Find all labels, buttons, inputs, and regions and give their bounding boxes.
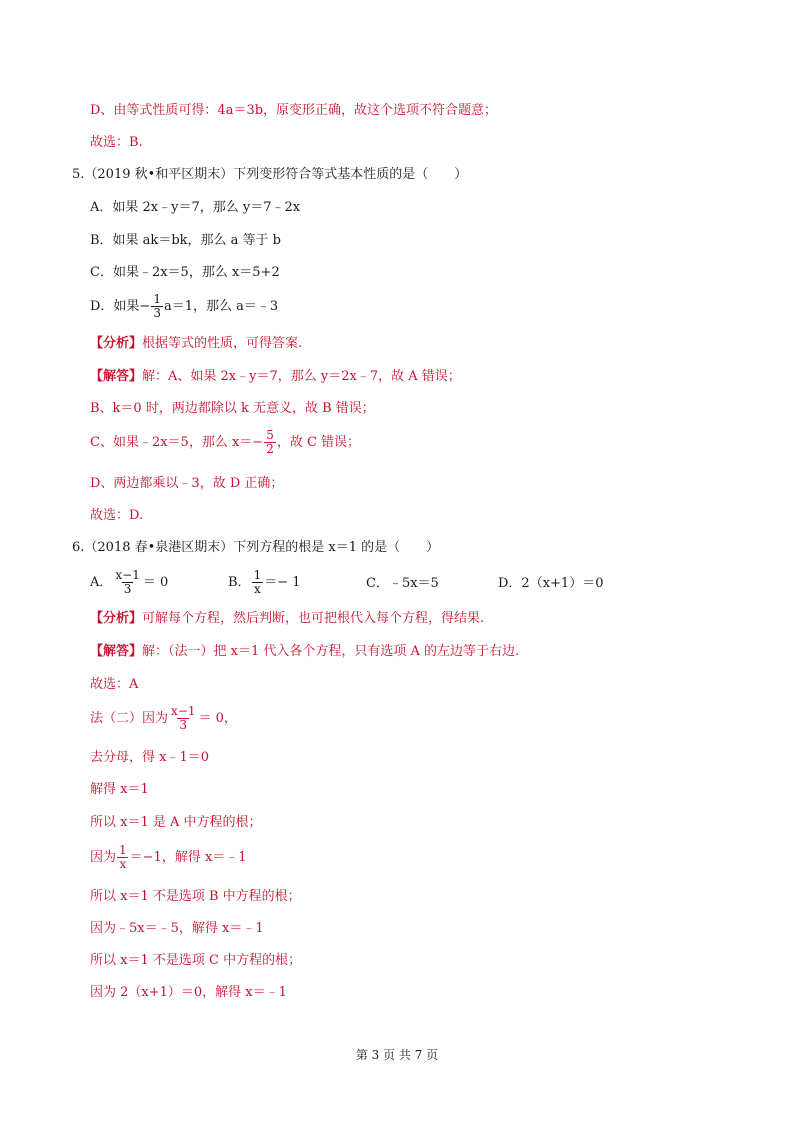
q5-answer: 故选：D. bbox=[90, 508, 144, 523]
fraction-five-halves: $\frac{5}{2}$ bbox=[266, 428, 274, 456]
q5-title: 5.（2019 秋•和平区期末）下列变形符合等式基本性质的是（ ） bbox=[72, 167, 468, 182]
q6-option-c: C．﹣5x＝5 bbox=[366, 576, 439, 591]
fraction-x-minus-1-over-3: $\frac{x-1}{3}$ bbox=[115, 568, 140, 596]
q6-option-a-rhs: ＝ 0 bbox=[142, 575, 169, 590]
q5-solution-d: D、两边都乘以﹣3，故 D 正确； bbox=[90, 476, 284, 491]
q6-answer: 故选：A bbox=[90, 677, 139, 692]
q6-option-b-label: B． bbox=[228, 575, 251, 590]
q6-method2-line1 bbox=[90, 704, 237, 734]
q5-solution-c bbox=[90, 428, 360, 458]
q5-option-d-prefix: D．如果− bbox=[90, 299, 151, 314]
page-footer: 第 3 页 共 7 页 bbox=[355, 1048, 439, 1062]
q6-method2-line4: 所以 x＝1 是 A 中方程的根； bbox=[90, 815, 262, 830]
q5-solution-c-prefix: C、如果﹣2x＝5，那么 x＝− bbox=[90, 435, 264, 450]
q5-option-d-suffix: a＝1，那么 a＝﹣3 bbox=[163, 299, 279, 314]
q6-method2-line2: 去分母，得 x﹣1＝0 bbox=[90, 750, 210, 765]
fraction-1-over-x: $\frac{1}{x}$ bbox=[253, 568, 262, 596]
fraction-1-over-x: $\frac{1}{x}$ bbox=[119, 843, 127, 871]
method2-line5-prefix: 因为 bbox=[90, 850, 117, 865]
method2-line5-suffix: ＝−1，解得 x＝﹣1 bbox=[129, 850, 247, 865]
q5-solution-b: B、k＝0 时，两边都除以 k 无意义，故 B 错误； bbox=[90, 401, 375, 416]
q6-title: 6.（2018 春•泉港区期末）下列方程的根是 x＝1 的是（ ） bbox=[72, 540, 440, 555]
method2-prefix: 法（二）因为 bbox=[90, 711, 169, 726]
solution-tag: 【解答】 bbox=[90, 644, 143, 659]
q6-solution bbox=[90, 644, 519, 660]
prev-answer: 故选：B. bbox=[90, 135, 143, 150]
q6-option-b-rhs: ＝− 1 bbox=[264, 575, 301, 590]
solution-tag: 【解答】 bbox=[90, 369, 143, 384]
q6-analysis-text: 可解每个方程，然后判断，也可把根代入每个方程，得结果. bbox=[142, 611, 485, 626]
q5-option-c: C．如果﹣2x＝5，那么 x＝5+2 bbox=[90, 265, 280, 280]
q6-method2-line3: 解得 x＝1 bbox=[90, 782, 149, 797]
q6-method2-line8: 所以 x＝1 不是选项 C 中方程的根； bbox=[90, 953, 302, 968]
q5-analysis bbox=[90, 336, 302, 352]
q6-option-a-label: A． bbox=[90, 575, 113, 590]
analysis-tag: 【分析】 bbox=[90, 336, 143, 351]
fraction-one-third: $\frac{1}{3}$ bbox=[153, 292, 161, 320]
q5-option-d bbox=[90, 292, 278, 322]
q5-option-b: B．如果 ak＝bk，那么 a 等于 b bbox=[90, 233, 281, 248]
q6-solution-text: 解：（法一）把 x＝1 代入各个方程，只有选项 A 的左边等于右边. bbox=[142, 644, 520, 659]
analysis-tag: 【分析】 bbox=[90, 611, 143, 626]
q5-solution-c-suffix: ，故 C 错误； bbox=[276, 435, 361, 450]
method2-suffix: ＝ 0， bbox=[198, 711, 237, 726]
q6-method2-line5 bbox=[90, 843, 247, 873]
q6-option-d: D．2（x+1）＝0 bbox=[498, 576, 604, 591]
q6-analysis bbox=[90, 611, 484, 627]
q6-method2-line9: 因为 2（x+1）＝0，解得 x＝﹣1 bbox=[90, 985, 287, 1000]
fraction-x-minus-1-over-3: $\frac{x-1}{3}$ bbox=[171, 704, 196, 732]
q6-method2-line6: 所以 x＝1 不是选项 B 中方程的根； bbox=[90, 889, 301, 904]
q5-option-a: A．如果 2x﹣y＝7，那么 y＝7﹣2x bbox=[90, 200, 301, 215]
q5-analysis-text: 根据等式的性质，可得答案. bbox=[142, 336, 303, 351]
q5-solution-a-text: 解：A、如果 2x﹣y＝7，那么 y＝2x﹣7，故 A 错误； bbox=[142, 369, 461, 384]
q6-option-a bbox=[90, 568, 168, 598]
prev-option-d-solution: D、由等式性质可得：4a＝3b，原变形正确，故这个选项不符合题意； bbox=[90, 103, 498, 118]
q5-solution-a bbox=[90, 369, 461, 385]
q6-option-b bbox=[228, 568, 301, 598]
q6-method2-line7: 因为﹣5x＝﹣5，解得 x＝﹣1 bbox=[90, 921, 264, 936]
